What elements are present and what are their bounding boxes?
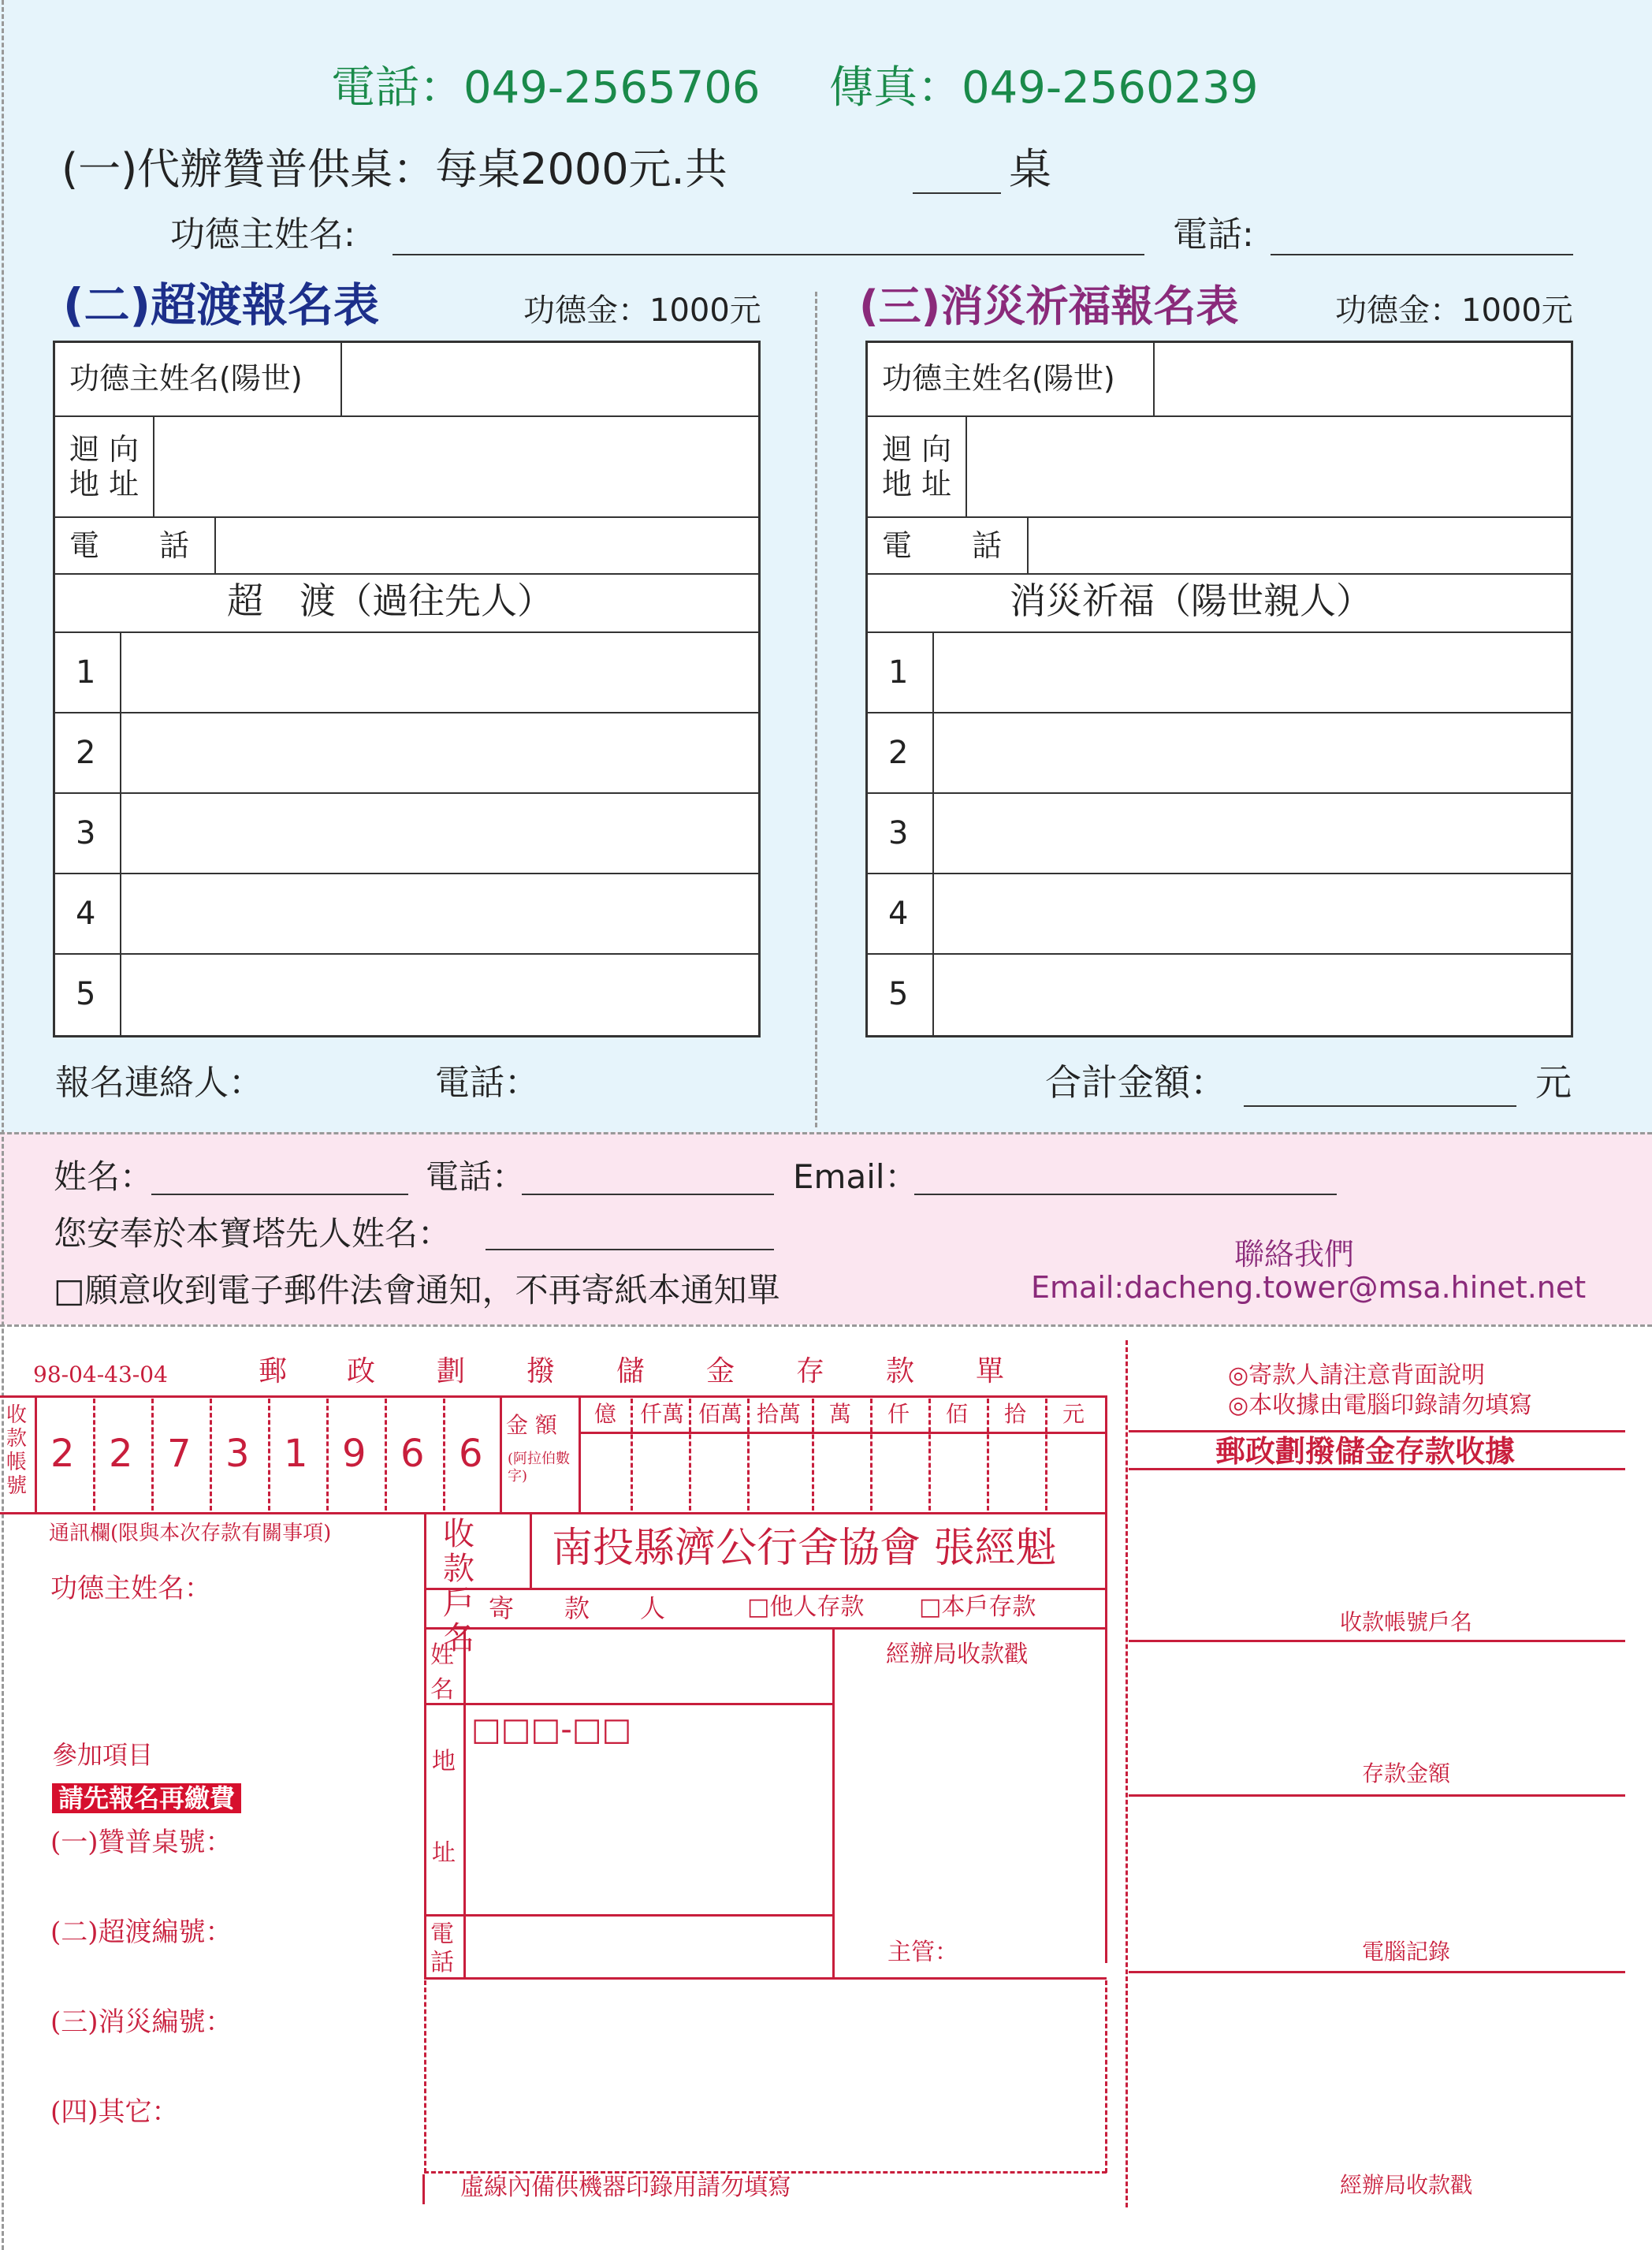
postal-sender-address-field[interactable]	[467, 1758, 829, 1913]
section3-name-field[interactable]	[1155, 346, 1569, 414]
postal-form-code: 98-04-43-04	[33, 1362, 168, 1388]
amount-divider	[812, 1399, 814, 1511]
account-digit: 2	[50, 1432, 75, 1476]
offering-donor-label: 功德主姓名:	[170, 214, 355, 255]
postal-title-char: 儲	[616, 1355, 646, 1388]
section2-title: (二)超渡報名表	[63, 278, 380, 332]
postal-sender-name-field[interactable]	[467, 1630, 829, 1703]
section2-row-num: 3	[76, 815, 96, 851]
divider	[120, 631, 121, 1035]
amount-unit: 佰	[946, 1401, 969, 1427]
rule	[500, 1395, 502, 1512]
divider	[932, 631, 934, 1035]
section3-title: (三)消災祈福報名表	[859, 281, 1239, 331]
postal-amount-sub: (阿拉伯數字)	[508, 1451, 571, 1484]
postal-note-1: ◎寄款人請注意背面說明	[1228, 1362, 1486, 1389]
amount-divider	[870, 1399, 873, 1511]
postal-receipt-amount: 存款金額	[1362, 1760, 1451, 1786]
postal-receipt-account: 收款帳號戶名	[1340, 1609, 1473, 1635]
postal-title-char: 撥	[526, 1355, 556, 1388]
header-fax: 傳真：049-2560239	[829, 62, 1259, 114]
section2-name-field[interactable]	[342, 346, 757, 414]
section3-row-field[interactable]	[936, 795, 1569, 873]
digit-divider	[151, 1399, 154, 1511]
section3-row-field[interactable]	[936, 876, 1569, 953]
amount-unit: 億	[594, 1401, 617, 1427]
digit-divider	[326, 1399, 329, 1511]
postal-machine-note: 虛線內備供機器印錄用請勿填寫	[460, 2174, 791, 2201]
contact-phone-label: 電話：	[426, 1157, 526, 1196]
postal-other-deposit[interactable]: □他人存款	[747, 1593, 865, 1621]
section2-row-field[interactable]	[123, 956, 757, 1034]
postal-title-char: 金	[706, 1355, 735, 1388]
rule	[424, 1977, 1107, 1980]
contact-name-field[interactable]	[151, 1194, 408, 1195]
section2-row-num: 4	[76, 896, 96, 932]
postal-address-label-2: 址	[432, 1839, 456, 1867]
postal-self-deposit[interactable]: □本戶存款	[919, 1593, 1036, 1621]
section3-addr-field[interactable]	[967, 419, 1569, 515]
rule	[1129, 1640, 1625, 1642]
divider	[55, 415, 758, 417]
cut-line-2	[0, 1324, 1652, 1327]
section3-row-num: 2	[888, 735, 909, 771]
postal-items-label: 參加項目	[52, 1740, 154, 1770]
section3-name-label: 功德主姓名(陽世)	[882, 361, 1115, 396]
section2-row-field[interactable]	[123, 795, 757, 873]
section3-phone-field[interactable]	[1029, 520, 1569, 572]
divider	[55, 712, 758, 713]
header-phone: 電話：049-2565706	[331, 62, 761, 114]
rule	[832, 1627, 835, 1979]
offering-phone-field[interactable]	[1271, 254, 1573, 255]
contact-email-field[interactable]	[914, 1194, 1337, 1195]
section3-total-label: 合計金額：	[1045, 1061, 1226, 1104]
section2-fee: 功德金：1000元	[523, 292, 761, 329]
postal-memo-label: 通訊欄(限與本次存款有關事項)	[49, 1522, 332, 1545]
amount-unit: 元	[1062, 1401, 1085, 1427]
divider	[868, 953, 1571, 955]
section2-name-label: 功德主姓名(陽世)	[69, 361, 303, 396]
offering-phone-label: 電話:	[1173, 214, 1254, 255]
rule	[424, 1627, 426, 1979]
rule	[0, 1512, 1107, 1514]
postal-receipt-record: 電腦記錄	[1362, 1939, 1451, 1965]
rule	[579, 1395, 581, 1512]
digit-divider	[210, 1399, 212, 1511]
postal-receipt-title: 郵政劃撥儲金存款收據	[1215, 1433, 1516, 1469]
rule	[424, 1914, 834, 1917]
divider	[55, 873, 758, 874]
left-cut-line	[2, 0, 4, 2250]
postal-postcode-boxes[interactable]: □□□-□□	[471, 1712, 632, 1748]
section2-row-field[interactable]	[123, 876, 757, 953]
account-digit: 1	[284, 1432, 308, 1476]
contact-email[interactable]: Email:dacheng.tower@msa.hinet.net	[1031, 1270, 1587, 1305]
postal-title-char: 郵	[259, 1355, 288, 1388]
receipt-cut-line	[1126, 1340, 1128, 2207]
divider	[55, 953, 758, 955]
offering-unit: 桌	[1009, 144, 1051, 194]
rule	[424, 1627, 1107, 1630]
postal-name-label: 姓名	[430, 1641, 454, 1704]
postal-account-number	[36, 1399, 500, 1511]
section3-addr-label-2: 地 址	[882, 467, 952, 501]
section2-addr-field[interactable]	[154, 419, 757, 515]
amount-unit: 萬	[829, 1401, 852, 1427]
account-digit: 6	[400, 1432, 425, 1476]
divider	[868, 516, 1571, 518]
postal-amount-grid[interactable]	[582, 1399, 1105, 1511]
rule	[1129, 1430, 1625, 1432]
divider	[55, 573, 758, 575]
section3-total-field[interactable]	[1244, 1105, 1516, 1107]
amount-unit: 佰萬	[698, 1401, 743, 1427]
section3-row-field[interactable]	[936, 635, 1569, 712]
section3-phone-label: 電 話	[882, 528, 1003, 563]
rule	[530, 1512, 532, 1588]
divider	[55, 631, 758, 633]
postal-office-stamp: 經辦局收款戳	[886, 1641, 1028, 1668]
offering-count-field[interactable]	[913, 192, 1001, 194]
postal-title-char: 存	[796, 1355, 825, 1388]
amount-divider	[747, 1399, 750, 1511]
section2-table	[53, 341, 761, 1037]
postal-supervisor: 主管：	[887, 1939, 958, 1966]
amount-divider	[1045, 1399, 1047, 1511]
rule	[424, 1588, 1107, 1590]
contact-ancestor-field[interactable]	[486, 1249, 774, 1250]
section2-contact-phone-label: 電話：	[435, 1063, 539, 1103]
section2-addr-label-1: 迴 向	[69, 432, 140, 467]
divider	[868, 631, 1571, 633]
digit-divider	[268, 1399, 270, 1511]
amount-unit: 仟	[887, 1401, 910, 1427]
postal-item-1: (一)贊普桌號：	[50, 1827, 233, 1858]
postal-sender-phone-field[interactable]	[467, 1917, 829, 1977]
contact-email-label: Email：	[793, 1157, 918, 1196]
digit-divider	[385, 1399, 387, 1511]
postal-amount-label: 金 額	[506, 1412, 557, 1438]
section2-row-num: 5	[76, 976, 96, 1012]
postal-pay-notice: 請先報名再繳費	[52, 1783, 241, 1813]
account-digit: 6	[459, 1432, 483, 1476]
section3-row-num: 3	[888, 815, 909, 851]
postal-item-4: (四)其它：	[50, 2096, 179, 2128]
rule	[1129, 1794, 1625, 1797]
section2-addr-label-2: 地 址	[69, 467, 140, 501]
section3-fee: 功德金：1000元	[1335, 292, 1573, 329]
section-divider	[815, 292, 817, 1127]
section2-row-num: 2	[76, 735, 96, 771]
section3-row-num: 4	[888, 896, 909, 932]
postal-title-char: 政	[347, 1355, 376, 1388]
account-digit: 9	[342, 1432, 366, 1476]
postal-sender-label: 寄 款 人	[489, 1593, 666, 1623]
machine-area-border	[1105, 1980, 1107, 2173]
section2-contact-label: 報名連絡人：	[55, 1063, 263, 1103]
account-digit: 7	[167, 1432, 192, 1476]
section2-row-field[interactable]	[123, 635, 757, 712]
section2-phone-field[interactable]	[216, 520, 757, 572]
contact-name-label: 姓名：	[54, 1157, 154, 1196]
amount-divider	[987, 1399, 989, 1511]
digit-divider	[93, 1399, 95, 1511]
contact-us-heading: 聯絡我們	[1234, 1237, 1355, 1272]
amount-divider	[689, 1399, 691, 1511]
amount-divider	[631, 1399, 633, 1511]
postal-receipt-stamp: 經辦局收款戳	[1340, 2172, 1473, 2198]
contact-email-optin[interactable]: □願意收到電子郵件法會通知，不再寄紙本通知單	[54, 1271, 780, 1309]
contact-phone-field[interactable]	[522, 1194, 774, 1195]
divider	[55, 792, 758, 794]
section3-row-num: 5	[888, 976, 909, 1012]
digit-divider	[443, 1399, 445, 1511]
section2-row-field[interactable]	[123, 715, 757, 792]
postal-donor-label: 功德主姓名：	[50, 1573, 211, 1604]
rule	[424, 1512, 426, 1627]
section3-row-num: 1	[888, 654, 909, 691]
postal-account-label: 收款帳號	[6, 1403, 28, 1498]
offering-title: (一)代辦贊普供桌：每桌2000元.共	[61, 144, 727, 194]
postal-item-3: (三)消災編號：	[50, 2006, 233, 2038]
section3-addr-label-1: 迴 向	[882, 432, 952, 467]
postal-note-2: ◎本收據由電腦印錄請勿填寫	[1228, 1391, 1533, 1419]
divider	[868, 712, 1571, 713]
section3-total-unit: 元	[1535, 1061, 1572, 1104]
postal-payee-name: 南投縣濟公行舍協會 張經魁	[552, 1525, 1057, 1572]
account-digit: 3	[225, 1432, 250, 1476]
amount-divider	[928, 1399, 931, 1511]
postal-title-char: 劃	[437, 1355, 466, 1388]
section2-row-num: 1	[76, 654, 96, 691]
rule	[0, 1395, 1107, 1398]
section3-list-header: 消災祈福（陽世親人）	[1010, 579, 1372, 622]
account-digit: 2	[109, 1432, 133, 1476]
divider	[868, 415, 1571, 417]
divider	[55, 516, 758, 518]
postal-phone-label: 電話	[430, 1920, 454, 1976]
section3-row-field[interactable]	[936, 956, 1569, 1034]
divider	[868, 792, 1571, 794]
rule	[424, 1703, 834, 1705]
amount-unit: 仟萬	[640, 1401, 685, 1427]
rule	[422, 2174, 425, 2204]
section2-list-header: 超 渡（過往先人）	[227, 579, 553, 622]
postal-item-2: (二)超渡編號：	[50, 1917, 233, 1948]
rule	[1129, 1468, 1625, 1470]
section3-table	[865, 341, 1573, 1037]
rule	[1105, 1395, 1107, 1963]
machine-area-border	[424, 1980, 426, 2173]
cut-line-1	[0, 1132, 1652, 1134]
amount-unit: 拾萬	[757, 1401, 802, 1427]
postal-payee-label: 收款戶名	[443, 1516, 474, 1656]
postal-address-label-1: 地	[432, 1748, 456, 1775]
offering-donor-field[interactable]	[393, 254, 1144, 255]
rule	[463, 1627, 466, 1979]
postal-title-char: 款	[886, 1355, 915, 1388]
postal-title-char: 單	[976, 1355, 1005, 1388]
contact-ancestor-label: 您安奉於本寶塔先人姓名：	[54, 1214, 452, 1253]
section3-row-field[interactable]	[936, 715, 1569, 792]
divider	[868, 873, 1571, 874]
section2-phone-label: 電 話	[69, 528, 190, 563]
divider	[868, 573, 1571, 575]
rule	[1129, 1971, 1625, 1973]
amount-unit: 拾	[1004, 1401, 1027, 1427]
